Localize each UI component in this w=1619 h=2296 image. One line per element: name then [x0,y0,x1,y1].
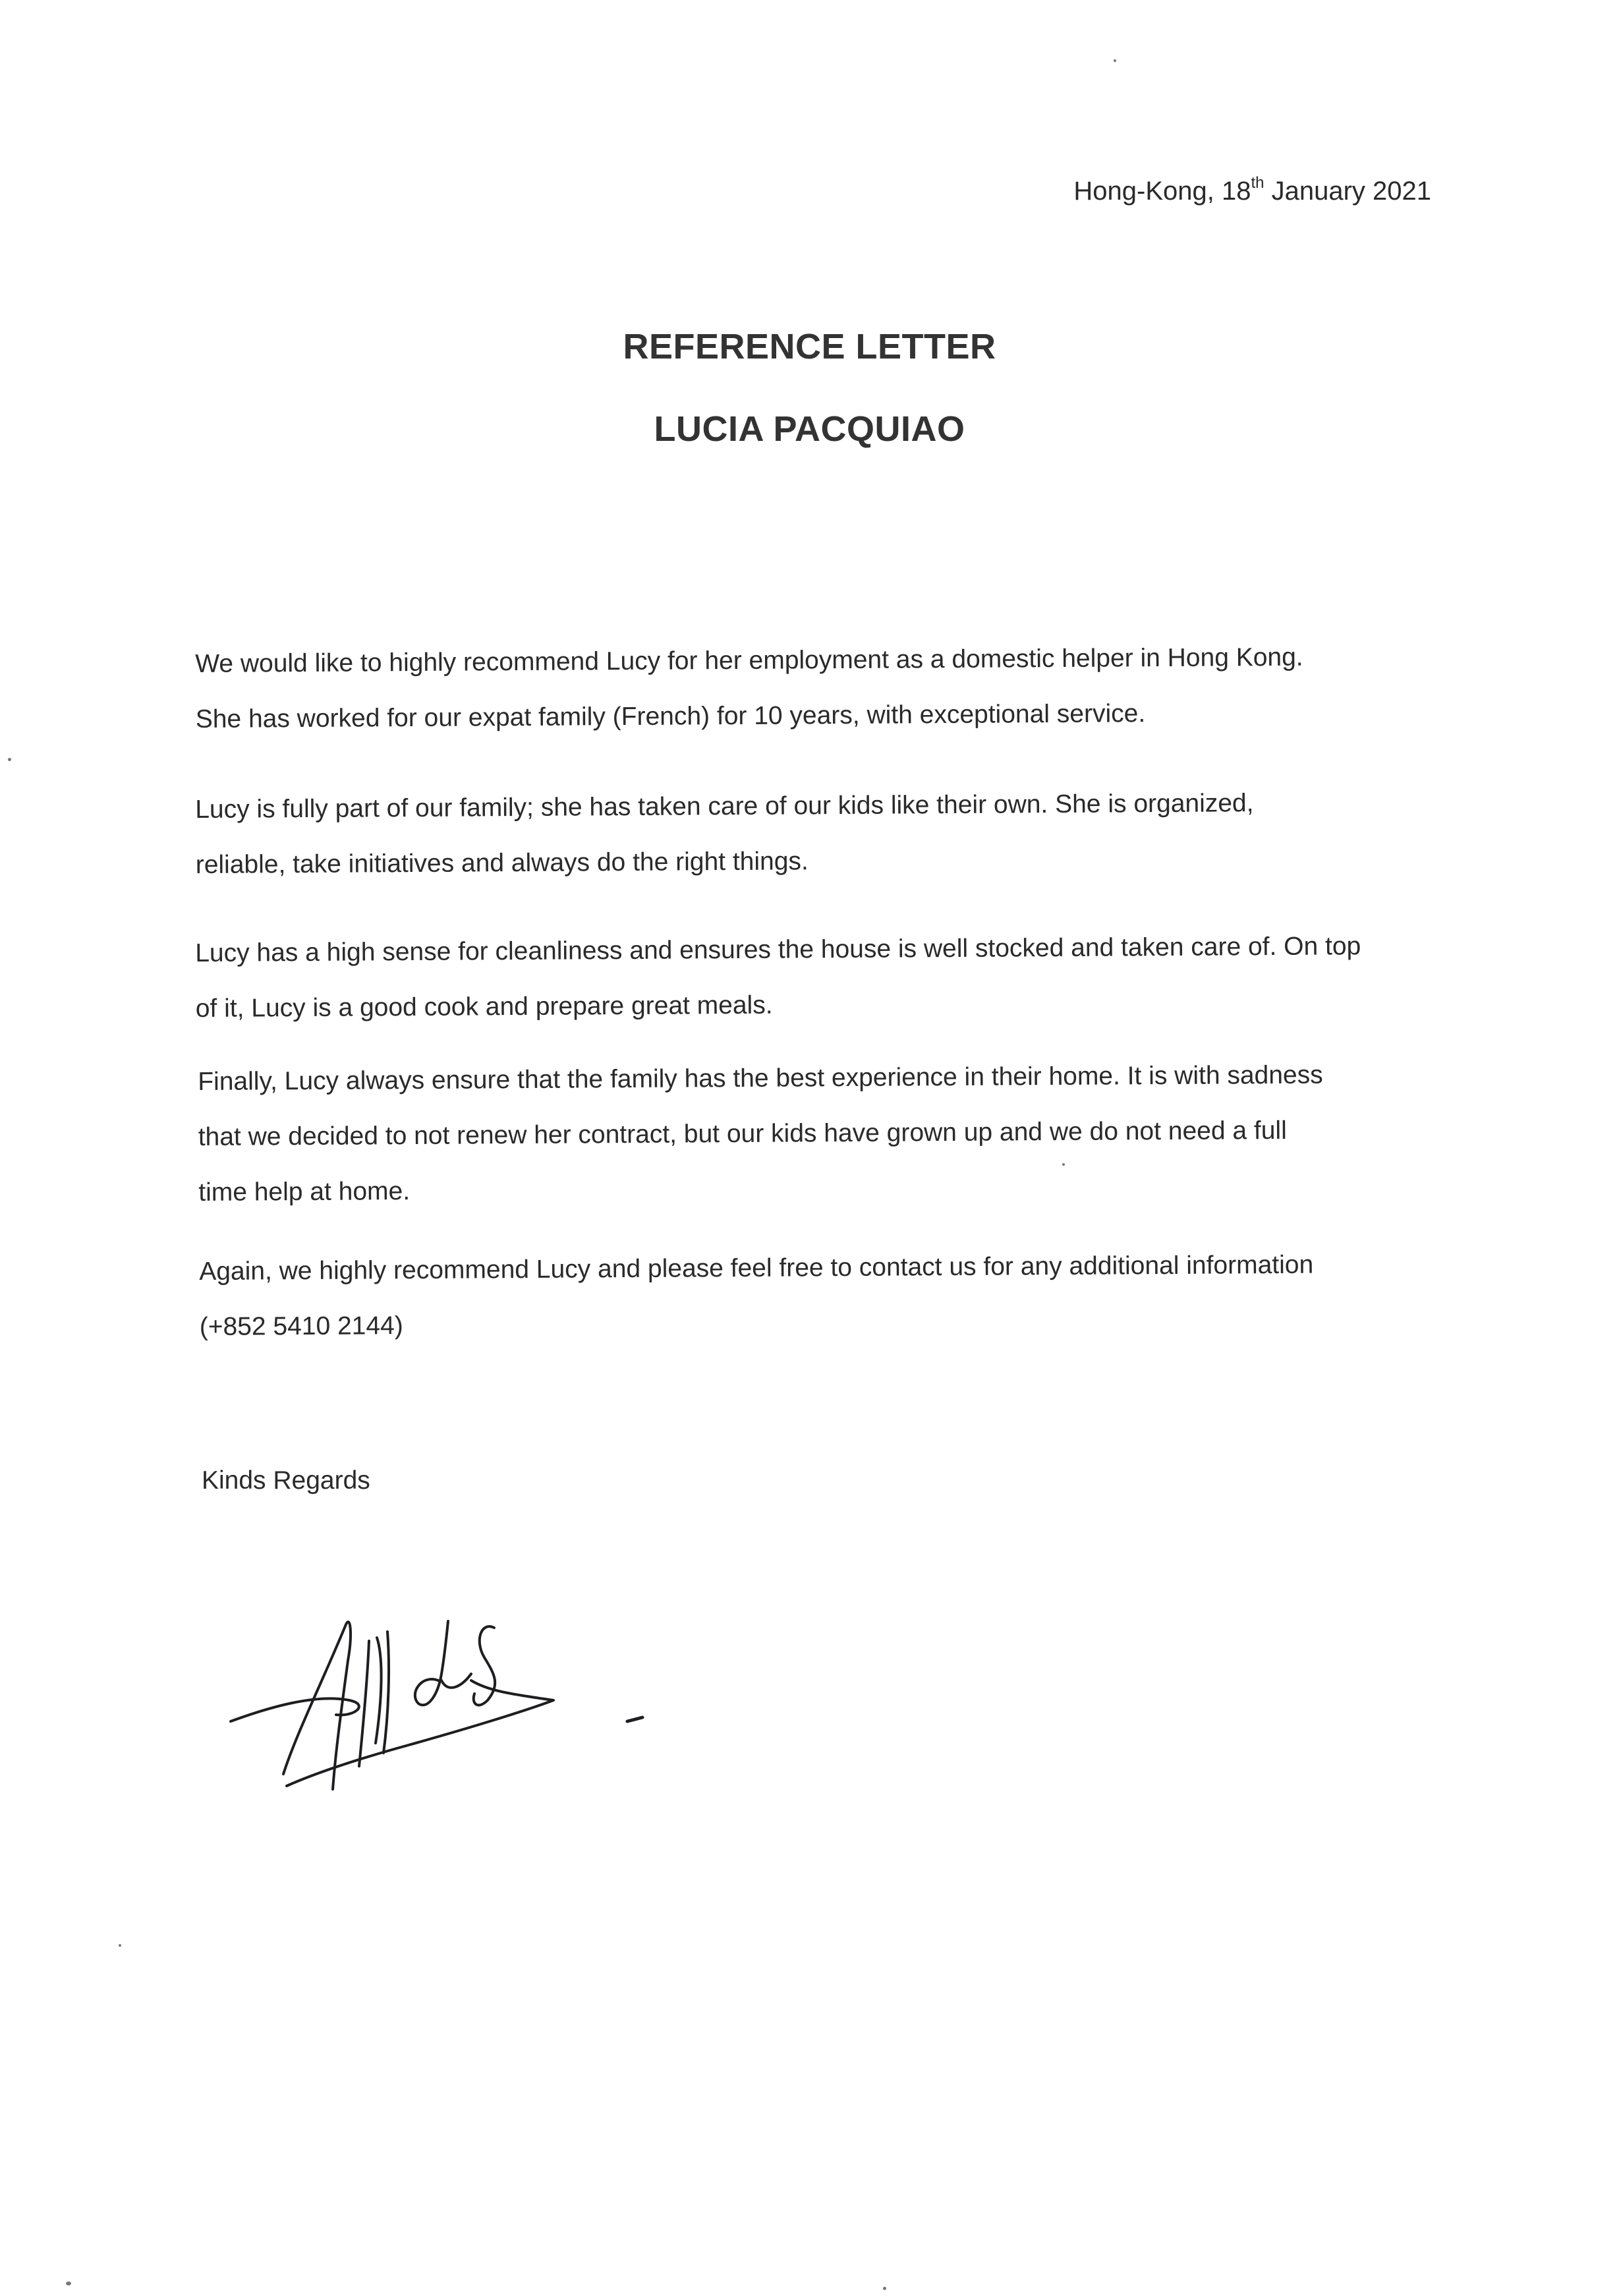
contact-phone: (+852 5410 2144) [199,1311,403,1341]
paper-speck [883,2287,886,2290]
paragraph-line: Finally, Lucy always ensure that the family has the best experience in their home. It is with sadness [198,1060,1323,1096]
letter-date [1073,174,1431,206]
paragraph-line: We would like to highly recommend Lucy for her employment as a domestic helper in Hong Kong. [195,643,1303,678]
paragraph-line: Lucy is fully part of our family; she has taken care of our kids like their own. She is organized, [195,789,1254,824]
paragraph-line: of it, Lucy is a good cook and prepare great meals. [195,990,773,1023]
letter-title: REFERENCE LETTER [623,327,996,366]
paper-speck [1062,1163,1065,1166]
paper-speck [8,758,11,761]
paragraph-line: Lucy has a high sense for cleanliness and ensures the house is well stocked and taken care of. On top [195,932,1361,967]
date-day: Hong-Kong, 18 [1073,177,1251,206]
date-month-year: January 2021 [1264,177,1431,206]
paragraph-line: reliable, take initiatives and always do the right things. [195,847,809,879]
paragraph-line: that we decided to not renew her contract, but our kids have grown up and we do not need a full [198,1116,1287,1151]
paragraph-recommendation [195,629,1467,747]
paper-speck [66,2282,71,2285]
paper-speck [119,1944,121,1947]
closing-salutation: Kinds Regards [202,1466,370,1495]
paragraph-contact [199,1236,1471,1355]
date-ordinal-suffix: th [1251,174,1264,192]
paragraph-line: Again, we highly recommend Lucy and please feel free to contact us for any additional information [199,1250,1314,1286]
paragraph-cleanliness [195,918,1467,1037]
paragraph-finally [198,1047,1471,1220]
handwritten-signature [211,1568,672,1819]
paper-speck [1114,59,1116,62]
subject-name: LUCIA PACQUIAO [654,409,965,449]
paragraph-line: time help at home. [198,1177,411,1207]
paragraph-line: She has worked for our expat family (French) for 10 years, with exceptional service. [195,699,1146,733]
paragraph-family [195,774,1467,893]
